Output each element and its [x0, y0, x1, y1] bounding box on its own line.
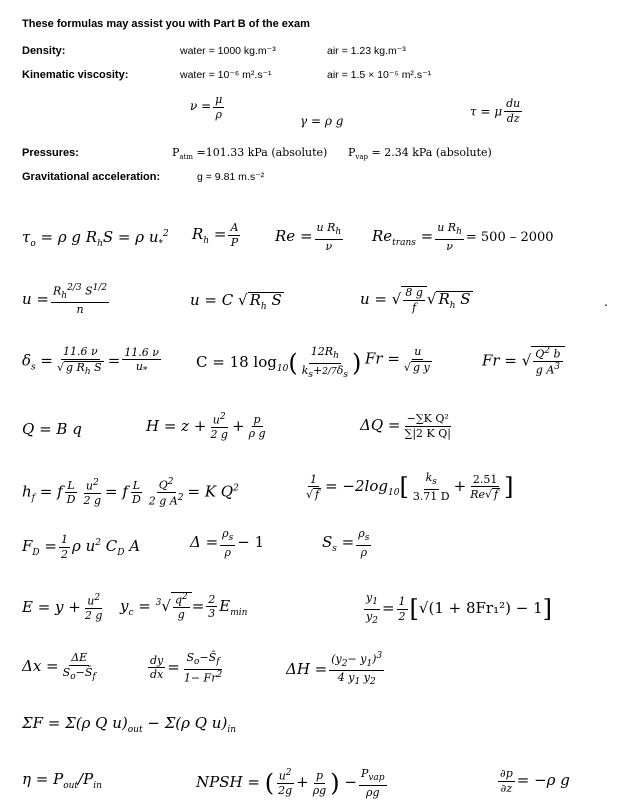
formula-froude: Fr = $\frac{u}{\text{√ g y}}$ [365, 345, 430, 374]
formula-efficiency: $\eta = P_{out}/P_{in}$ [22, 770, 102, 791]
formula-gvf-differential: $\frac{dy}{dx}$ = $\frac{S_o-S̄_f}{1- Fr^2}$ [150, 651, 223, 685]
formula-nu: ν = $\frac{\mu}{\rho}$ [190, 93, 223, 121]
formula-tau: τ = μ $\frac{du}{dz}$ [470, 97, 521, 125]
formula-head-loss: $h_f = f$ $\frac{L}{D}$ $\frac{u^2}{2 g}$ = f $\frac{L}{D}$ $\frac{Q^2}{2 g A^2}$ = K $Q^2$ [22, 477, 239, 508]
formula-colebrook: $\frac{1}{√ f}$ = $-2\log_{10}$[ $\frac{k_s}{3.71 D}$ + $\frac{2.51}{Re√ f}$ ] [306, 471, 514, 503]
formula-shear-stress: $\tau_o = \rho$ g $R_hS = \rho$ $u_*^2$ [22, 228, 169, 249]
dot-marker: . [604, 293, 608, 309]
formula-chezy: u = C √ $R_h$ S [190, 291, 282, 312]
formula-specific-energy: E = y + $\frac{u^2}{2 g}$ [22, 593, 103, 623]
formula-npsh: NPSH = ( $\frac{u^2}{2g}$ + $\frac{p}{\rho g}$ ) − $P_{vap}$ ρg [196, 767, 385, 799]
formula-darcy-velocity: u = √ $\frac{8 g}{f}$ √ $R_h$ S [360, 286, 471, 314]
pressures-label: Pressures: [22, 147, 79, 159]
formula-hydraulic-radius: $R_h$ = $\frac{A}{P}$ [192, 221, 239, 249]
p-atm: $P_{atm} =101.33$ kPa (absolute) [172, 146, 328, 162]
gravity-label: Gravitational acceleration: [22, 171, 161, 183]
gravity-value: g = 9.81 m.s⁻² [197, 171, 265, 183]
re-trans-value: = 500 – 2000 [465, 230, 554, 246]
density-air: air = 1.23 kg.m⁻³ [327, 45, 406, 57]
density-label: Density: [22, 45, 66, 57]
formula-gamma: γ = ρ g [300, 114, 344, 128]
formula-drag: $F_D$ = $\frac{1}{2}$ ρ $u^2$ $C_D$ A [22, 533, 141, 561]
formula-re-trans: $Re_{trans}$ = $\frac{u R_h}{\nu}$ = 500 – 2000 [372, 221, 554, 253]
formula-manning: u = $\frac{R_h^{2/3} S^{1/2}}{n}$ [22, 283, 108, 317]
formula-hardy-cross: ΔQ = $\frac{\text{−∑K Q²}}{\text{∑|2 K Q|}}$ [360, 412, 451, 440]
formula-critical-depth: $y_c = ^3√$ $\frac{q^2}{g}$ = $\frac{2}{3}$ $E_{min}$ [120, 592, 248, 622]
formula-froude-general: Fr = √ $\frac{Q^2 b}{g A^3}$ [482, 346, 565, 376]
p-vap-value: = 2.34 kPa (absolute) [371, 146, 492, 159]
formula-relative-density: Δ = $\frac{\rho_s}{\rho}$ − 1 [190, 527, 265, 559]
formula-chezy-c: C = 18 $\log_{10}$( $\frac{12R_h}{k_s+2/7\delta_s}$ ) [196, 345, 362, 380]
p-vap: $P_{vap} = 2.34$ kPa (absolute) [348, 146, 492, 162]
viscosity-water: water = 10⁻⁶ m².s⁻¹ [180, 69, 272, 81]
formula-reynolds: Re = $\frac{u R_h}{\nu}$ [275, 221, 342, 253]
page-title: These formulas may assist you with Part B of the exam [22, 18, 310, 30]
formula-hydrostatic: $\frac{\partial p}{\partial z}$ = −ρ g [500, 767, 570, 795]
formula-gvf: Δx = $\frac{\Delta E}{S_o-S̄_f}$ [22, 651, 96, 682]
formula-discharge: Q = B q [22, 420, 82, 438]
formula-specific-gravity: $S_s$ = $\frac{\rho_s}{\rho}$ [322, 527, 370, 559]
p-atm-value: =101.33 kPa (absolute) [196, 146, 328, 159]
formula-hydraulic-jump: $\frac{y_1}{y_2}$ = $\frac{1}{2}$ [√(1 + 8Fr₁²) − 1] [366, 591, 552, 626]
formula-jump-loss: ΔH = $\frac{(y_2- y_1)^3}{4 y_1 y_2}$ [286, 651, 383, 688]
formula-momentum: ΣF = Σ(ρ Q $u)_{out} - \Sigma(\rho$ Q $u)_{in}$ [22, 714, 237, 735]
formula-total-head: H = z + $\frac{u^2}{2 g}$ + $\frac{p}{\text{ρ g}}$ [146, 412, 266, 442]
formula-boundary-layer: $\delta_s$ = $\frac{11.6 \nu}{√ g R_h S}$ = $\frac{11.6 \nu}{u_*}$ [22, 345, 159, 377]
viscosity-label: Kinematic viscosity: [22, 69, 129, 81]
viscosity-air: air = 1.5 × 10⁻⁵ m².s⁻¹ [327, 69, 432, 81]
density-water: water = 1000 kg.m⁻³ [180, 45, 276, 57]
